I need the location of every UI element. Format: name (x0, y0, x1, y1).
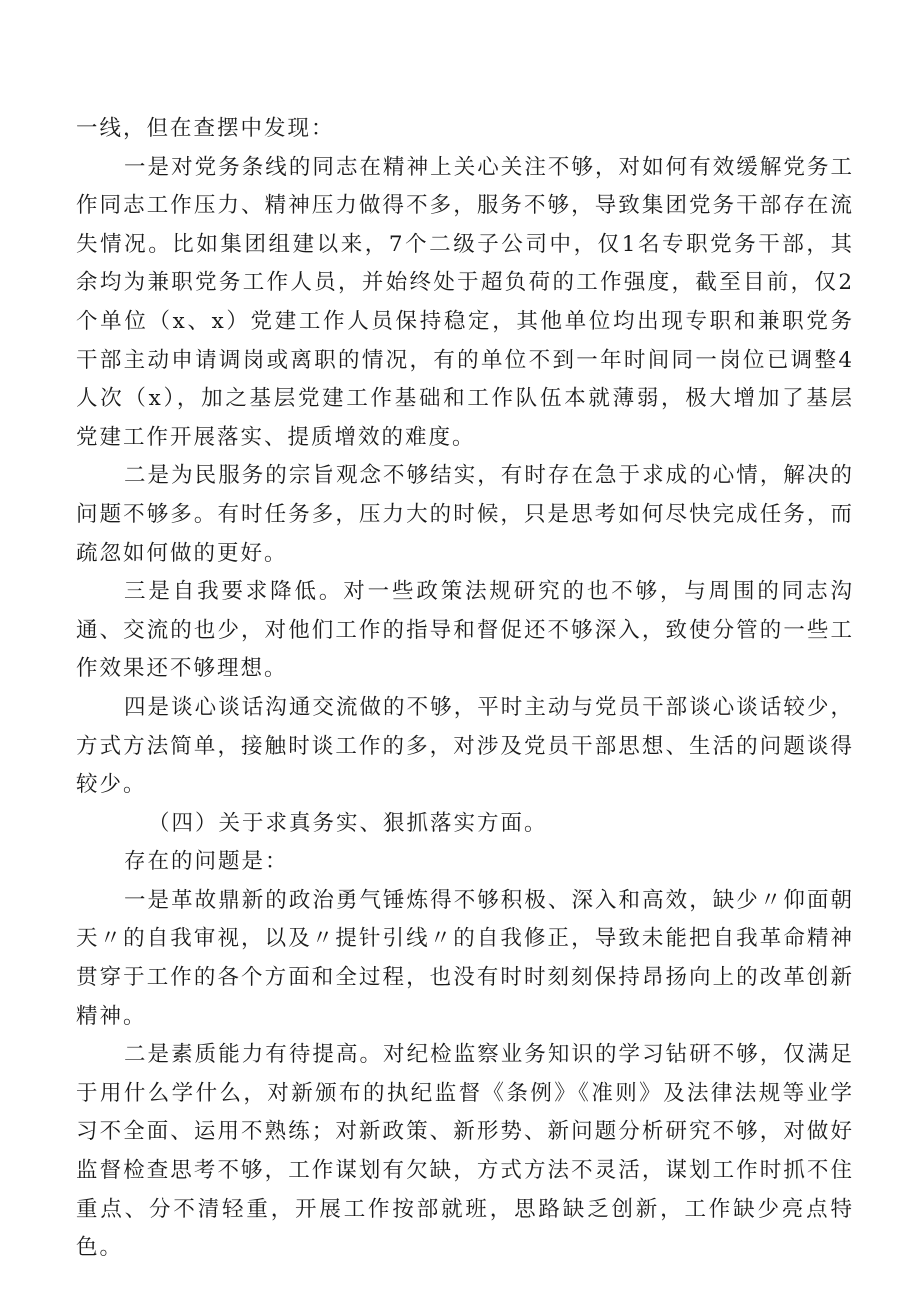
section-heading: （四）关于求真务实、狠抓落实方面。 (148, 810, 548, 836)
paragraph-item-2: 二是为民服务的宗旨观念不够结实，有时存在急于求成的心情，解决的问题不够多。有时任务多，压力大的时候，只是思考如何尽快完成任务，而疏忽如何做的更好。 (76, 463, 854, 566)
document-body (76, 110, 854, 1268)
paragraph-item-1: 一是对党务条线的同志在精神上关心关注不够，对如何有效缓解党务工作同志工作压力、精神压力做得不多，服务不够，导致集团党务干部存在流失情况。比如集团组建以来，7个二级子公司中，仅1名专职党务干部，其余均为兼职党务工作人员，并始终处于超负荷的工作强度，截至目前，仅2个单位（x、x）党建工作人员保持稳定，其他单位均出现专职和兼职党务干部主动申请调岗或离职的情况，有的单位不到一年时间同一岗位已调整4人次（x），加之基层党建工作基础和工作队伍本就薄弱，极大增加了基层党建工作开展落实、提质增效的难度。 (76, 154, 854, 450)
paragraph-item-3: 三是自我要求降低。对一些政策法规研究的也不够，与周围的同志沟通、交流的也少，对他们工作的指导和督促还不够深入，致使分管的一些工作效果还不够理想。 (76, 579, 854, 682)
paragraph-continuation: 一线，但在查摆中发现： (76, 116, 335, 141)
paragraph-problem-1: 一是革故鼎新的政治勇气锤炼得不够积极、深入和高效，缺少〃仰面朝天〃的自我审视，以及〃提针引线〃的自我修正，导致未能把自我革命精神贯穿于工作的各个方面和全过程，也没有时时刻刻保持昂扬向上的改革创新精神。 (76, 887, 854, 1029)
problems-label: 存在的问题是： (124, 849, 289, 875)
paragraph-problem-2: 二是素质能力有待提高。对纪检监察业务知识的学习钻研不够，仅满足于用什么学什么，对新颁布的执纪监督《条例》《准则》及法律法规等业学习不全面、运用不熟练；对新政策、新形势、新问题分析研究不够，对做好监督检查思考不够，工作谋划有欠缺，方式方法不灵活，谋划工作时抓不住重点、分不清轻重，开展工作按部就班，思路缺乏创新，工作缺少亮点特色。 (76, 1042, 854, 1261)
paragraph-item-4: 四是谈心谈话沟通交流做的不够，平时主动与党员干部谈心谈话较少，方式方法简单，接触时谈工作的多，对涉及党员干部思想、生活的问题谈得较少。 (76, 694, 854, 798)
